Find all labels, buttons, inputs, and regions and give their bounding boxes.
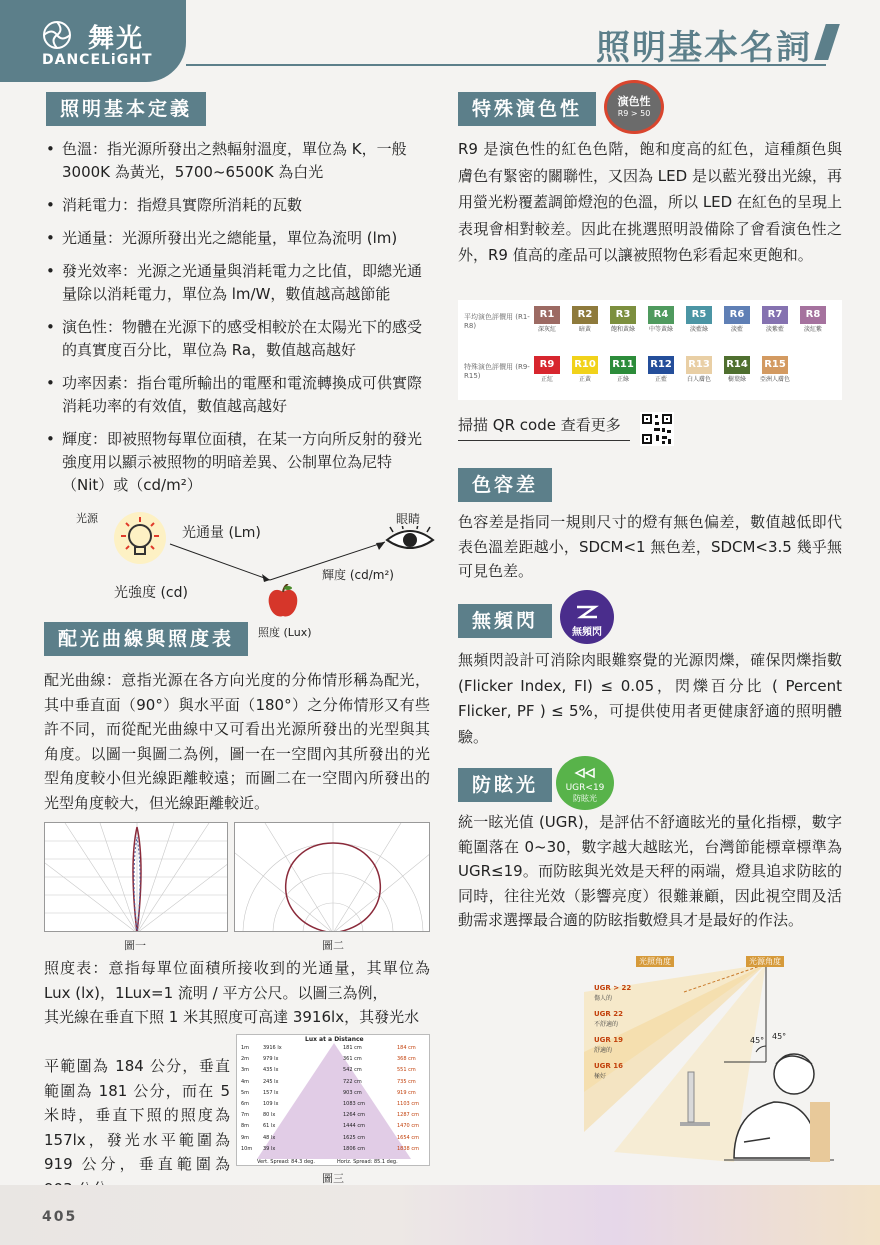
apple-icon [266,584,300,620]
eye-icon [385,526,435,556]
cri-swatch-name: 飽和黃綠 [610,326,635,333]
fig3-foot-left: Vert. Spread: 84.3 deg. [257,1159,315,1165]
cri-swatch-r12: R12 [648,356,674,374]
cri-paragraph: R9 是演色性的紅色色階，飽和度高的紅色，這種顏色與膚色有緊密的關聯性，又因為 LED 是以藍光發出光線，再用螢光粉覆蓋調節燈泡的色溫，所以 LED 在紅色的呈現上表現會相對較差。因此在挑選照明設備除了會看演色性之外，R9 值高的產品可以讓被照物色彩看起來更飽和。 [458,140,842,264]
section-title-curves: 配光曲線與照度表 [44,622,248,656]
section-title-flicker: 無頻閃 [458,604,552,638]
cri-swatch-name: 淡紫藍 [765,326,784,333]
fig3-h-range: 181 cm [343,1045,362,1051]
fig3-title: Lux at a Distance [305,1036,364,1043]
cri-swatch-name: 深灰紅 [537,326,556,333]
section-title-glare: 防眩光 [458,768,552,802]
fig3-distance: 10m [241,1145,253,1152]
page-number: 405 [42,1209,78,1225]
cri-swatch-r15: R15 [762,356,788,374]
illuminance-rest: 平範圍為 184 公分，垂直範圍為 181 公分，而在 5 米時，垂直下照的照度為 157lx，發光水平範圍為 919 公分，垂直範圍為 [44,1057,230,1173]
cri-badge-top: 演色性 [617,95,651,108]
qr-underline [458,440,630,441]
list-item: • 光通量：光源所發出光之總能量，單位為流明 (lm) [44,227,430,250]
cri-swatch-r8: R8 [800,306,826,324]
illuminance-line: 其光線在垂直下照 1 米其照度可高達 3916lx，其發光水 [44,1008,420,1026]
ugr-level-desc: 極好 [594,1073,607,1080]
cri-swatch-name: 中等黃綠 [648,326,673,333]
anti-glare-badge [556,756,614,810]
light-distribution-paragraph: 配光曲線：意指光源在各方向光度的分佈情形稱為配光，其中垂直面（90°）與水平面（180°）之分佈情形又有些許不同，而從配光曲線中又可看出光源所發出的光型與其角度。以圖一與圖二為例，圖一在一空間內其所發出的光型角度較小但光線距離較遠；而圖二在一空間內所發出的光型角度較大，但光線距離較近。 [44,671,430,812]
illuminance-paragraph-top [44,956,430,1031]
fig3-v-range: 919 cm [397,1089,416,1096]
fig3-h-range: 722 cm [343,1078,362,1085]
fig3-v-range: 1103 cm [397,1101,419,1107]
cri-swatch-r1: R1 [534,306,560,324]
label-illuminance: 照度 (Lux) [258,626,312,639]
light-bulb-icon [115,516,165,566]
ugr-level-desc: 舒適的 [594,1047,613,1054]
fig3-lux: 979 lx [263,1056,279,1063]
cri-swatch-r3: R3 [610,306,636,324]
cri-swatch-r7: R7 [762,306,788,324]
fig3-v-range: 735 cm [397,1078,416,1085]
label-luminance: 輝度 (cd/m²) [322,568,394,582]
fig3-lux: 435 lx [263,1067,279,1074]
page-title: 照明基本名詞 [596,28,812,68]
list-item: • 輝度：即被照物每單位面積，在某一方向所反射的發光強度用以顯示被照物的明暗差異、公制單位為尼特（Nit）或（cd/m²） [44,428,430,497]
ugr-angle-2: 45° [772,1032,787,1041]
section-title-basic: 照明基本定義 [46,92,206,126]
fig2-caption: 圖二 [322,939,344,952]
fig3-h-range: 1264 cm [343,1112,365,1119]
cri-swatch-name: 淡藍綠 [689,326,708,333]
fig3-distance: 8m [241,1123,250,1130]
label-light-source: 光源 [76,512,98,525]
footer-band [0,1185,880,1245]
fig3-v-range: 1470 cm [397,1123,419,1130]
cri-swatch-name: 正綠 [616,376,629,383]
list-item: • 演色性：物體在光源下的感受相較於在太陽光下的感受的真實度百分比，單位為 Ra，數值越高越好 [44,316,430,362]
ugr-level-value: UGR 22 [594,1010,623,1018]
fig3-h-range: 1806 cm [343,1145,365,1152]
fig3-distance: 1m [241,1045,250,1051]
lux-distance-figure [236,1034,430,1166]
label-luminous-intensity: 光強度 (cd) [114,585,188,601]
flicker-badge-text: 無頻閃 [572,627,602,638]
ugr-level-value: UGR 16 [594,1062,623,1070]
fig3-v-range: 1838 cm [397,1145,419,1152]
cri-swatch-name: 淡藍 [730,326,743,333]
cri-swatch-name: 正藍 [654,376,667,383]
anti-glare-badge-bottom: 防眩光 [573,794,597,803]
cri-swatch-r10: R10 [572,356,598,374]
anti-glare-icon [574,767,596,779]
brand-name-en: DANCELiGHT [42,52,153,68]
list-item: • 消耗電力：指燈具實際所消耗的瓦數 [44,194,430,217]
fig3-lux: 109 lx [263,1101,279,1107]
cri-swatch-r2: R2 [572,306,598,324]
ugr-level-value: UGR > 22 [594,984,632,992]
light-terms-diagram [70,508,440,638]
ugr-label-left: 光照角度 [636,956,674,967]
cri-row1-label: 平均演色評價用 (R1-R8) [464,313,530,330]
ugr-angle-1: 45° [750,1036,765,1045]
cri-swatch-r14: R14 [724,356,750,374]
cri-swatch-r11: R11 [610,356,636,374]
fig3-h-range: 361 cm [343,1056,362,1063]
section-title-sdcm: 色容差 [458,468,552,502]
flicker-free-badge [560,590,614,644]
polar-chart-fig2 [234,822,430,932]
fig3-v-range: 368 cm [397,1056,416,1063]
fig3-lux: 61 lx [263,1123,276,1130]
cri-swatch-r6: R6 [724,306,750,324]
glare-paragraph: 統一眩光值 (UGR)，是評估不舒適眩光的量化指標，數字範圍落在 0~30，數字越大越眩光，台灣節能標章標準為 UGR≤19。而防眩與光效是天秤的兩端，燈具追求防眩的同時，往往光效（影響亮度）很難兼顧，因此視空間及活動需求選擇最合適的防眩指數燈具才是最好的作法。 [458,813,842,929]
fig3-lux: 245 lx [263,1078,279,1085]
fig3-h-range: 1083 cm [343,1101,365,1107]
cri-swatch-r4: R4 [648,306,674,324]
cri-swatch-name: 正黃 [578,376,591,383]
fig3-lux: 39 lx [263,1145,276,1152]
list-item: • 色溫：指光源所發出之熱輻射溫度，單位為 K，一般 3000K 為黃光，5700~6500K 為白光 [44,138,430,184]
fig3-lux: 157 lx [263,1089,279,1096]
qr-caption: 掃描 QR code 查看更多 [458,416,621,434]
fig3-h-range: 1625 cm [343,1134,365,1141]
fig3-v-range: 1654 cm [397,1134,419,1141]
cri-row2-label: 特殊演色評價用 (R9-R15) [464,363,530,380]
ugr-level-value: UGR 19 [594,1036,623,1044]
fig3-foot-right: Horiz. Spread: 85.1 deg. [337,1159,398,1165]
fig3-distance: 5m [241,1089,250,1096]
basic-definitions-list [44,138,430,507]
section-title-cri: 特殊演色性 [458,92,596,126]
fig3-caption: 圖三 [322,1172,344,1185]
cri-badge [604,80,664,134]
qr-code-icon[interactable] [640,412,674,446]
fig3-h-range: 903 cm [343,1089,362,1096]
fig3-lux: 3916 lx [263,1045,282,1051]
label-luminous-flux: 光通量 (Lm) [182,525,261,541]
fig3-h-range: 1444 cm [343,1123,365,1130]
cri-swatch-name: 亞洲人膚色 [760,376,791,383]
fig3-lux: 48 lx [263,1134,276,1141]
ugr-level-desc: 傷人的 [594,995,613,1002]
cri-swatch-name: 淡紅紫 [803,326,822,333]
fig3-distance: 2m [241,1056,250,1063]
fig3-h-range: 542 cm [343,1067,362,1074]
illuminance-paragraph: 照度表：意指每單位面積所接收到的光通量，其單位為 Lux (lx)，1Lux=1 流明 / 平方公尺。以圖三為例， [44,959,430,1002]
flicker-paragraph: 無頻閃設計可消除肉眼難察覺的光源閃爍，確保閃爍指數 (Flicker Index, FI) ≤ 0.05，閃爍百分比 ( Percent Flicker, PF ) ≤ 5%，可提供使用者更健康舒適的照明體驗。 [458,651,842,746]
fig1-caption: 圖一 [124,939,146,952]
list-item: • 發光效率：光源之光通量與消耗電力之比值，即總光通量除以消耗電力，單位為 lm/W，數值越高越節能 [44,260,430,306]
cri-swatch-name: 白人膚色 [686,376,711,383]
fig3-lux: 80 lx [263,1112,276,1119]
cri-color-table [458,300,842,400]
ugr-level-desc: 不舒適的 [594,1021,619,1028]
fig3-distance: 9m [241,1134,250,1141]
sdcm-paragraph: 色容差是指同一規則尺寸的燈有無色偏差，數值越低即代表色溫差距越小，SDCM<1 無色差，SDCM<3.5 幾乎無可見色差。 [458,513,842,580]
cri-swatch-r9: R9 [534,356,560,374]
polar-chart-fig1 [44,822,228,932]
fig3-distance: 4m [241,1078,250,1085]
fig3-distance: 3m [241,1067,250,1074]
cri-swatch-name: 樹葉綠 [727,376,746,383]
fig3-v-range: 184 cm [397,1045,416,1051]
cri-badge-bottom: R9 > 50 [617,109,651,118]
fig3-distance: 7m [241,1112,250,1119]
list-item: • 功率因素：指台電所輸出的電壓和電流轉換成可供實際消耗功率的有效值，數值越高越好 [44,372,430,418]
ugr-label-right: 光源角度 [746,956,784,967]
cri-swatch-r5: R5 [686,306,712,324]
dancelight-logo-icon [40,20,74,50]
flicker-free-icon [575,605,599,619]
cri-swatch-r13: R13 [686,356,712,374]
title-slash [814,24,840,60]
label-eye: 眼睛 [396,512,421,526]
fig3-distance: 6m [241,1101,250,1107]
anti-glare-badge-top: UGR<19 [565,783,605,793]
fig3-v-range: 551 cm [397,1067,416,1074]
cri-swatch-name: 暗黃 [578,326,591,333]
ugr-illustration [584,952,840,1174]
cri-swatch-name: 正紅 [540,376,553,383]
brand-name-zh: 舞光 [88,24,145,54]
illuminance-paragraph-wrap [44,1054,230,1204]
fig3-v-range: 1287 cm [397,1112,419,1119]
